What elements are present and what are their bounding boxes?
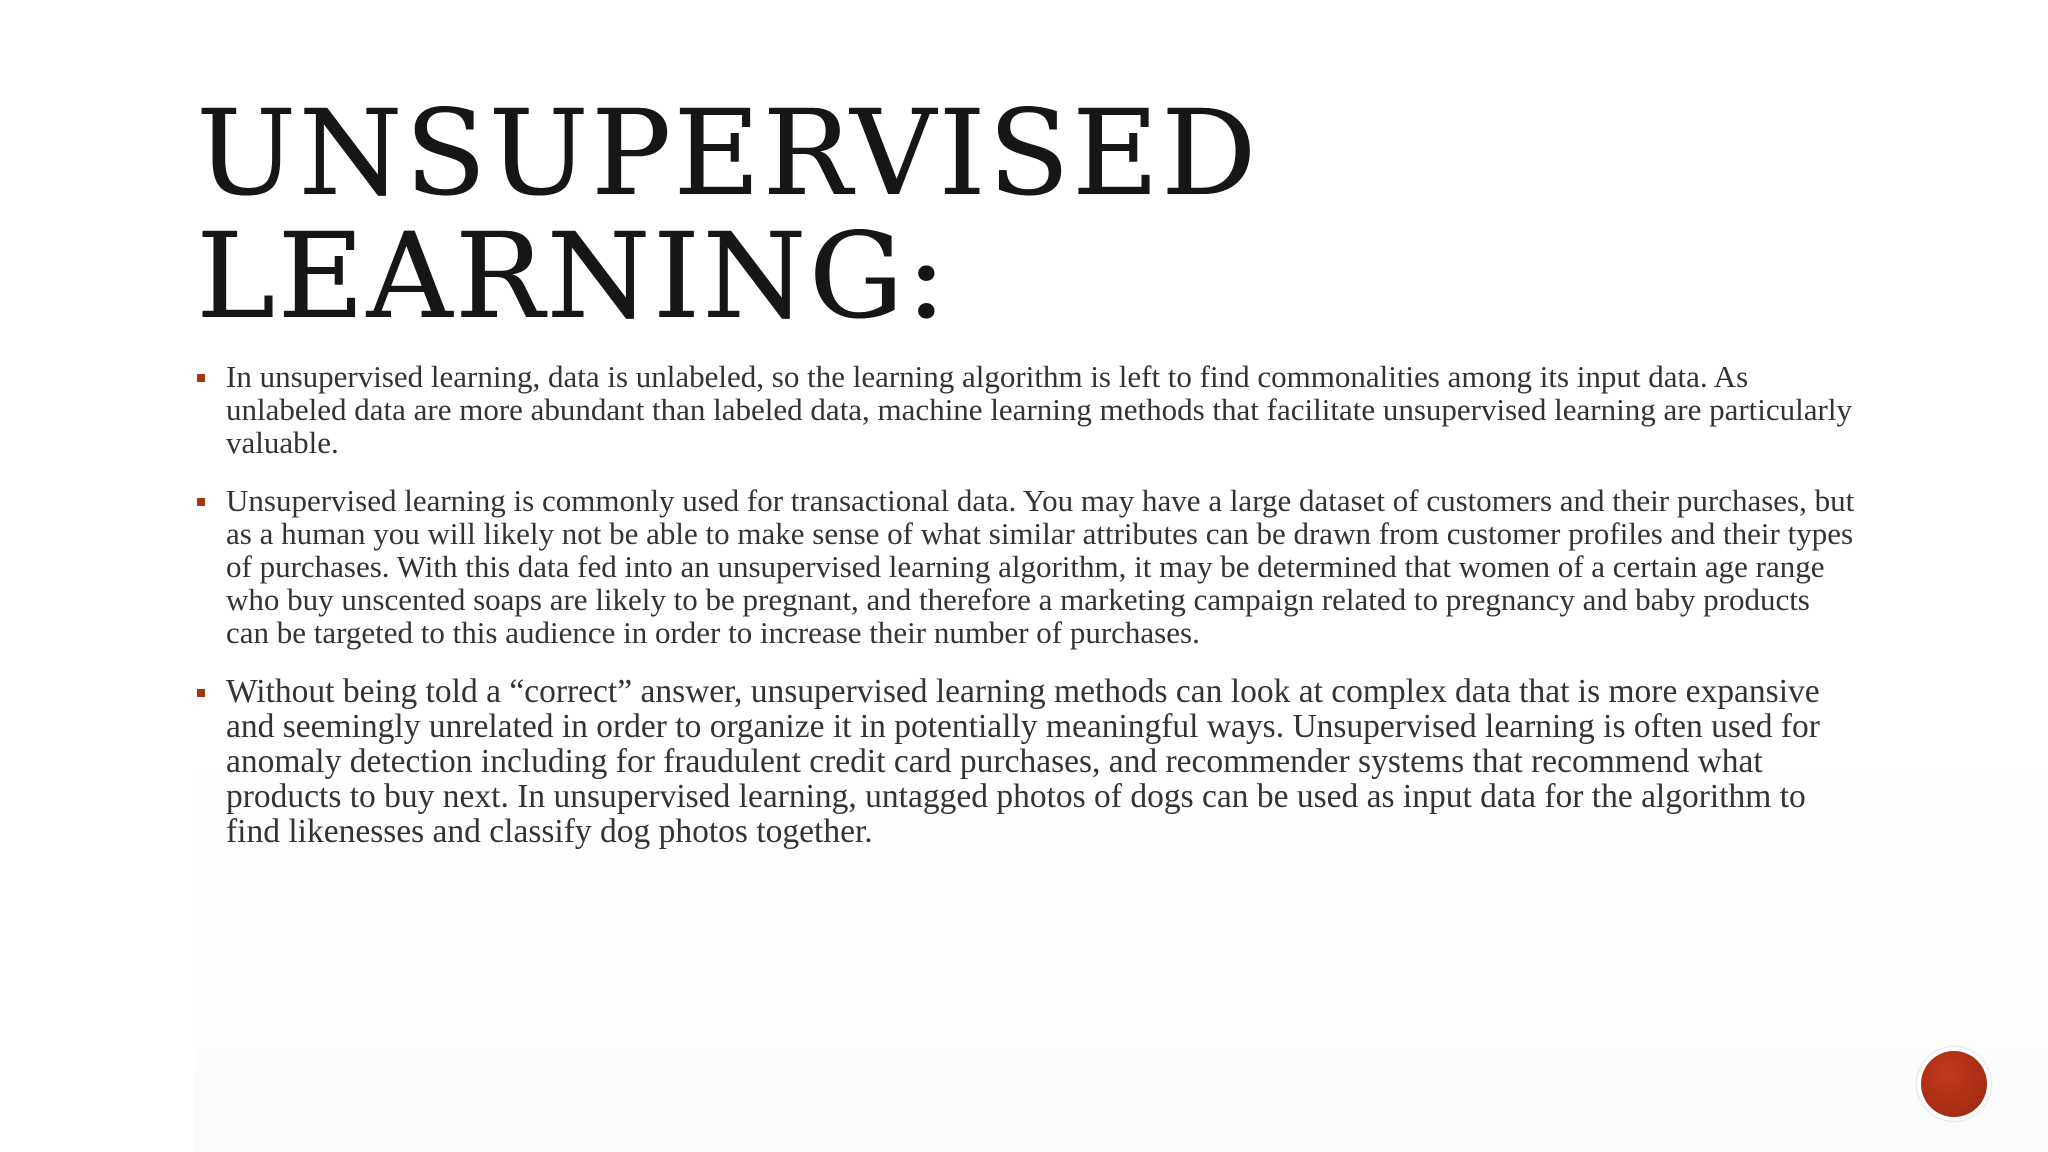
bullet-list [196,360,1856,849]
bullet-item [196,484,1856,649]
bullet-item [196,674,1856,849]
bullet-text: Without being told a “correct” answer, unsupervised learning methods can look at complex data that is more expansive and seemingly unrelated in order to organize it in potentially meaningful ways. Unsupervised learning is often used for anomaly detection including for fraudulent credit card purchases, and recommender systems that recommend what products to buy next. In unsupervised learning, untagged photos of dogs can be used as input data for the algorithm to find likenesses and classify dog photos together. [226,673,1820,850]
slide-title: UNSUPERVISED LEARNING: [196,84,1259,345]
bullet-text: In unsupervised learning, data is unlabeled, so the learning algorithm is left to find commonalities among its input data. As unlabeled data are more abundant than labeled data, machine learning methods that facilitate unsupervised learning are particularly valuable. [226,359,1852,460]
bullet-text: Unsupervised learning is commonly used for transactional data. You may have a large dataset of customers and their purchases, but as a human you will likely not be able to make sense of what similar attributes can be drawn from customer profiles and their types of purchases. With this data fed into an unsupervised learning algorithm, it may be determined that women of a certain age range who buy unscented soaps are likely to be pregnant, and therefore a marketing campaign related to pregnancy and baby products can be targeted to this audience in order to increase their number of purchases. [226,483,1855,650]
square-bullet-icon [197,374,205,382]
square-bullet-icon [197,498,205,506]
circle-button-icon [1921,1051,1987,1117]
bullet-item [196,360,1856,459]
slide-nav-button[interactable] [1917,1047,1991,1121]
square-bullet-icon [197,689,205,697]
